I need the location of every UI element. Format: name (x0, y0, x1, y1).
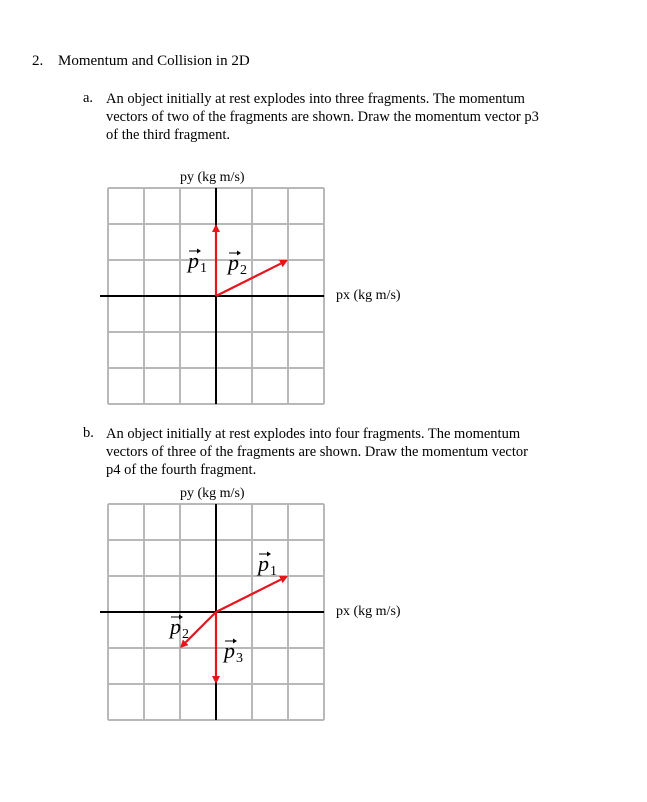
part-a-y-axis-label: py (kg m/s) (180, 170, 245, 185)
part-b-momentum-graph (100, 496, 360, 736)
part-a-vector-p2 (216, 264, 281, 296)
part-b-line-1: An object initially at rest explodes into four fragments. The momentum (106, 426, 521, 442)
part-a-vector-label-letter: p (228, 250, 239, 275)
part-b-vector-label-subscript: 1 (270, 564, 277, 579)
part-a-x-axis-label: px (kg m/s) (336, 288, 401, 303)
part-b-vector-label-p1 (256, 551, 277, 579)
question-number: 2. (32, 53, 44, 69)
part-a-grid (100, 188, 324, 404)
part-a-vector-label-p2 (226, 250, 247, 278)
question-title: Momentum and Collision in 2D (58, 53, 250, 69)
part-a-line-3: of the third fragment. (106, 127, 231, 143)
part-a-line-1: An object initially at rest explodes into three fragments. The momentum (106, 91, 525, 107)
part-a-vector-label-subscript: 1 (200, 261, 207, 276)
part-b-vectors (168, 551, 288, 684)
part-b-vector-label-letter: p (170, 614, 181, 639)
part-b-grid (100, 504, 324, 720)
part-b-vector-p1 (216, 580, 281, 612)
part-b-vector-p3-arrowhead (212, 676, 220, 684)
part-b-vector-label-subscript: 2 (182, 627, 189, 642)
part-b-letter: b. (83, 425, 94, 441)
part-b-vector-label-letter: p (258, 551, 269, 576)
part-a-vector-label-subscript: 2 (240, 263, 247, 278)
part-a-line-2: vectors of two of the fragments are shown. Draw the momentum vector p3 (106, 109, 539, 125)
part-b-y-axis-label: py (kg m/s) (180, 486, 245, 501)
part-b-vector-label-p3 (222, 638, 243, 666)
part-b-vector-label-subscript: 3 (236, 651, 243, 666)
part-a-vector-p1-arrowhead (212, 224, 220, 232)
part-a-momentum-graph (100, 180, 360, 420)
part-a-vector-label-p1 (186, 248, 207, 276)
part-a-vector-label-letter: p (188, 248, 199, 273)
part-b-x-axis-label: px (kg m/s) (336, 604, 401, 619)
question-heading (32, 53, 250, 70)
part-b-line-3: p4 of the fourth fragment. (106, 462, 257, 478)
part-b-vector-label-p2 (168, 614, 189, 642)
part-b-vector-p2 (186, 612, 216, 642)
part-b-vector-label-letter: p (224, 638, 235, 663)
part-a-letter: a. (83, 90, 94, 106)
part-b-line-2: vectors of three of the fragments are shown. Draw the momentum vector (106, 444, 528, 460)
